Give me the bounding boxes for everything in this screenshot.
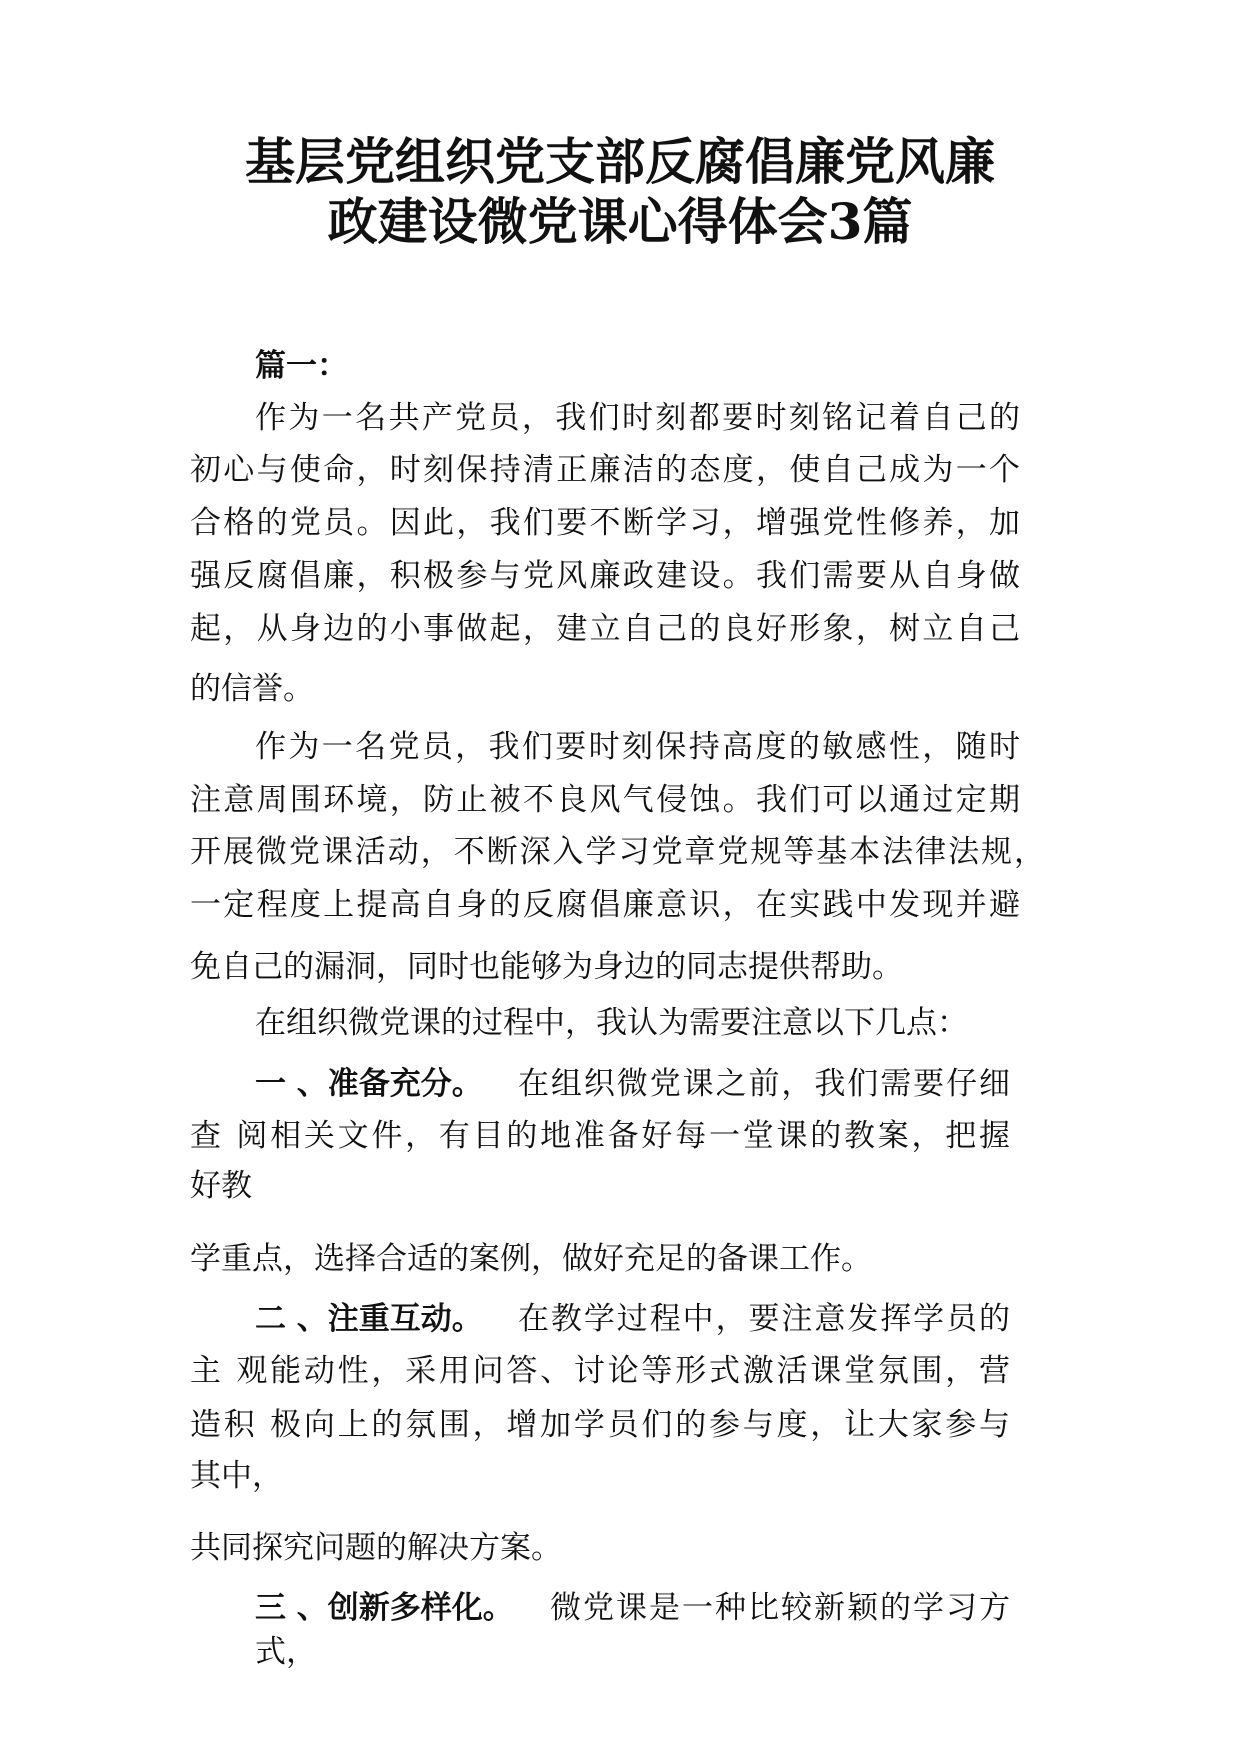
- point-3-line-2: 式，: [255, 1634, 317, 1670]
- point-2-line-4: 其中，: [190, 1458, 283, 1494]
- point-2-heading: 二 、注重互动。: [255, 1301, 483, 1337]
- point-1-line-1: 在组织微党课之前，我们需要仔细: [518, 1066, 1010, 1102]
- paragraph-1-line-2: 初心与使命，时刻保持清正廉洁的态度，使自己成为一个: [190, 452, 1020, 488]
- paragraph-2-line-5: 免自己的漏洞，同时也能够为身边的同志提供帮助。: [190, 949, 903, 985]
- paragraph-3: 在组织微党课的过程中，我认为需要注意以下几点：: [255, 1005, 968, 1041]
- document-title-line-1: 基层党组织党支部反腐倡廉党风廉: [245, 132, 995, 191]
- paragraph-1-line-6: 的信誉。: [190, 671, 314, 707]
- document-title-line-2: 政建设微党课心得体会3篇: [327, 192, 913, 251]
- point-1-heading: 一 、准备充分。: [255, 1066, 483, 1102]
- point-3-line-1: 微党课是一种比较新颖的学习方: [550, 1590, 1010, 1626]
- section-heading: 篇一：: [255, 348, 348, 384]
- point-1-line-4: 学重点，选择合适的案例，做好充足的备课工作。: [190, 1241, 872, 1277]
- point-1-line-3: 好教: [190, 1168, 252, 1204]
- point-2-line-2: 主 观能动性，采用问答、讨论等形式激活课堂氛围，营: [190, 1353, 1010, 1389]
- paragraph-1-line-1: 作为一名共产党员，我们时刻都要时刻铭记着自己的: [255, 400, 1020, 436]
- paragraph-2-line-1: 作为一名党员，我们要时刻保持高度的敏感性，随时: [255, 729, 1020, 765]
- paragraph-1-line-5: 起，从身边的小事做起，建立自己的良好形象，树立自己: [190, 611, 1020, 647]
- point-1-line-2: 查 阅相关文件，有目的地准备好每一堂课的教案，把握: [190, 1118, 1010, 1154]
- point-2-line-1: 在教学过程中，要注意发挥学员的: [518, 1301, 1010, 1337]
- paragraph-1-line-4: 强反腐倡廉，积极参与党风廉政建设。我们需要从自身做: [190, 558, 1020, 594]
- paragraph-2-line-2: 注意周围环境，防止被不良风气侵蚀。我们可以通过定期: [190, 782, 1020, 818]
- paragraph-1-line-3: 合格的党员。因此，我们要不断学习，增强党性修养，加: [190, 505, 1020, 541]
- paragraph-2-line-4: 一定程度上提高自身的反腐倡廉意识，在实践中发现并避: [190, 887, 1020, 923]
- point-2-line-3: 造积 极向上的氛围，增加学员们的参与度，让大家参与: [190, 1407, 1010, 1443]
- paragraph-2-line-3: 开展微党课活动，不断深入学习党章党规等基本法律法规，: [190, 834, 1045, 870]
- point-3-heading: 三 、创新多样化。: [255, 1590, 514, 1626]
- point-2-line-5: 共同探究问题的解决方案。: [190, 1530, 562, 1566]
